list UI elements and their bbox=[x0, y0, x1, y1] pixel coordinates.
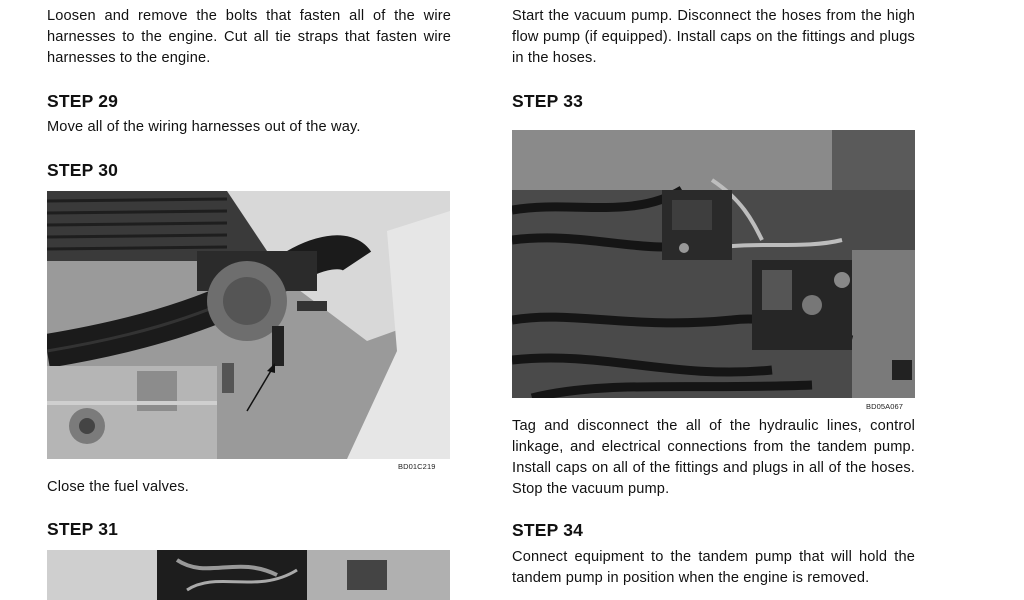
step-31-heading: STEP 31 bbox=[47, 519, 119, 539]
intro-paragraph-right: Start the vacuum pump. Disconnect the hoses from the high flow pump (if equipped). Install caps on the fittings and plugs in the hoses. bbox=[512, 8, 915, 66]
step-29-heading: STEP 29 bbox=[47, 91, 119, 111]
step-29-text: Move all of the wiring harnesses out of the way. bbox=[47, 119, 361, 135]
step-30-figure-code: BD01C219 bbox=[398, 462, 436, 471]
step-34-text: Connect equipment to the tandem pump that will hold the tandem pump in position when the engine is removed. bbox=[512, 549, 915, 586]
step-30-heading: STEP 30 bbox=[47, 160, 119, 180]
step-33-heading: STEP 33 bbox=[512, 91, 584, 111]
step-33-figure-code: BD05A067 bbox=[866, 402, 904, 411]
step-30-photo bbox=[47, 191, 450, 459]
intro-paragraph-left: Loosen and remove the bolts that fasten all of the wire harnesses to the engine. Cut all tie straps that fasten wire harnesses to the engine. bbox=[47, 8, 451, 66]
step-33-text: Tag and disconnect the all of the hydraulic lines, control linkage, and electrical connections from the tandem pump. Install caps on all of the fittings and plugs in all of the hoses. Stop the vacuum pump. bbox=[512, 418, 915, 497]
step-33-photo bbox=[512, 130, 915, 398]
step-34-heading: STEP 34 bbox=[512, 520, 584, 540]
step-30-caption: Close the fuel valves. bbox=[47, 479, 190, 495]
step-31-photo bbox=[47, 550, 450, 600]
